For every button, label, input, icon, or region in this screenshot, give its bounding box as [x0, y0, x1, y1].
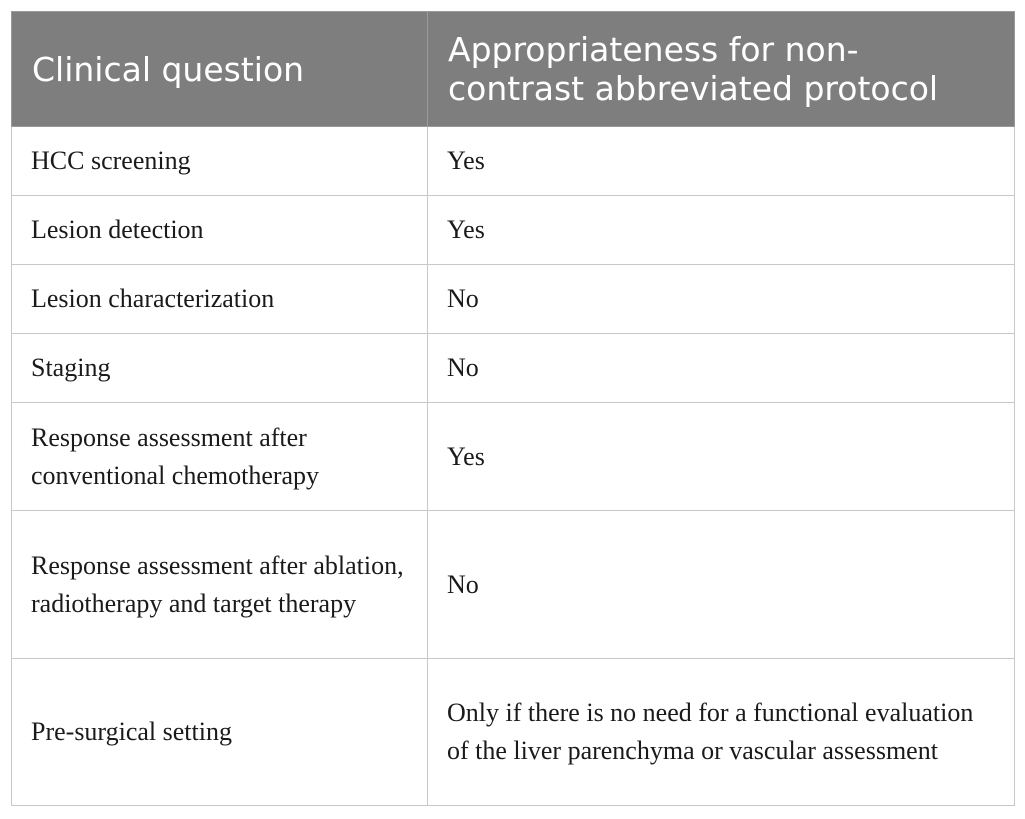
table-row — [12, 196, 1015, 265]
table-header-row — [12, 12, 1015, 127]
appropriateness-cell: No — [428, 265, 1015, 334]
clinical-question-cell: HCC screening — [12, 127, 428, 196]
appropriateness-cell: No — [428, 334, 1015, 403]
clinical-question-cell: Response assessment after ablation, radiotherapy and target therapy — [12, 511, 428, 659]
header-clinical-question: Clinical question — [12, 12, 428, 127]
table-row — [12, 659, 1015, 806]
table-row — [12, 127, 1015, 196]
header-appropriateness: Appropriateness for non-contrast abbreviated protocol — [428, 12, 1015, 127]
table-row — [12, 265, 1015, 334]
appropriateness-cell: Yes — [428, 127, 1015, 196]
clinical-question-table — [11, 11, 1015, 806]
clinical-question-cell: Response assessment after conventional chemotherapy — [12, 403, 428, 511]
clinical-question-cell: Lesion characterization — [12, 265, 428, 334]
table-row — [12, 334, 1015, 403]
table-row — [12, 511, 1015, 659]
appropriateness-cell: No — [428, 511, 1015, 659]
clinical-question-cell: Staging — [12, 334, 428, 403]
appropriateness-cell: Yes — [428, 196, 1015, 265]
clinical-question-cell: Lesion detection — [12, 196, 428, 265]
table-row — [12, 403, 1015, 511]
appropriateness-cell: Only if there is no need for a functional evaluation of the liver parenchyma or vascular assessment — [428, 659, 1015, 806]
clinical-question-cell: Pre-surgical setting — [12, 659, 428, 806]
appropriateness-cell: Yes — [428, 403, 1015, 511]
